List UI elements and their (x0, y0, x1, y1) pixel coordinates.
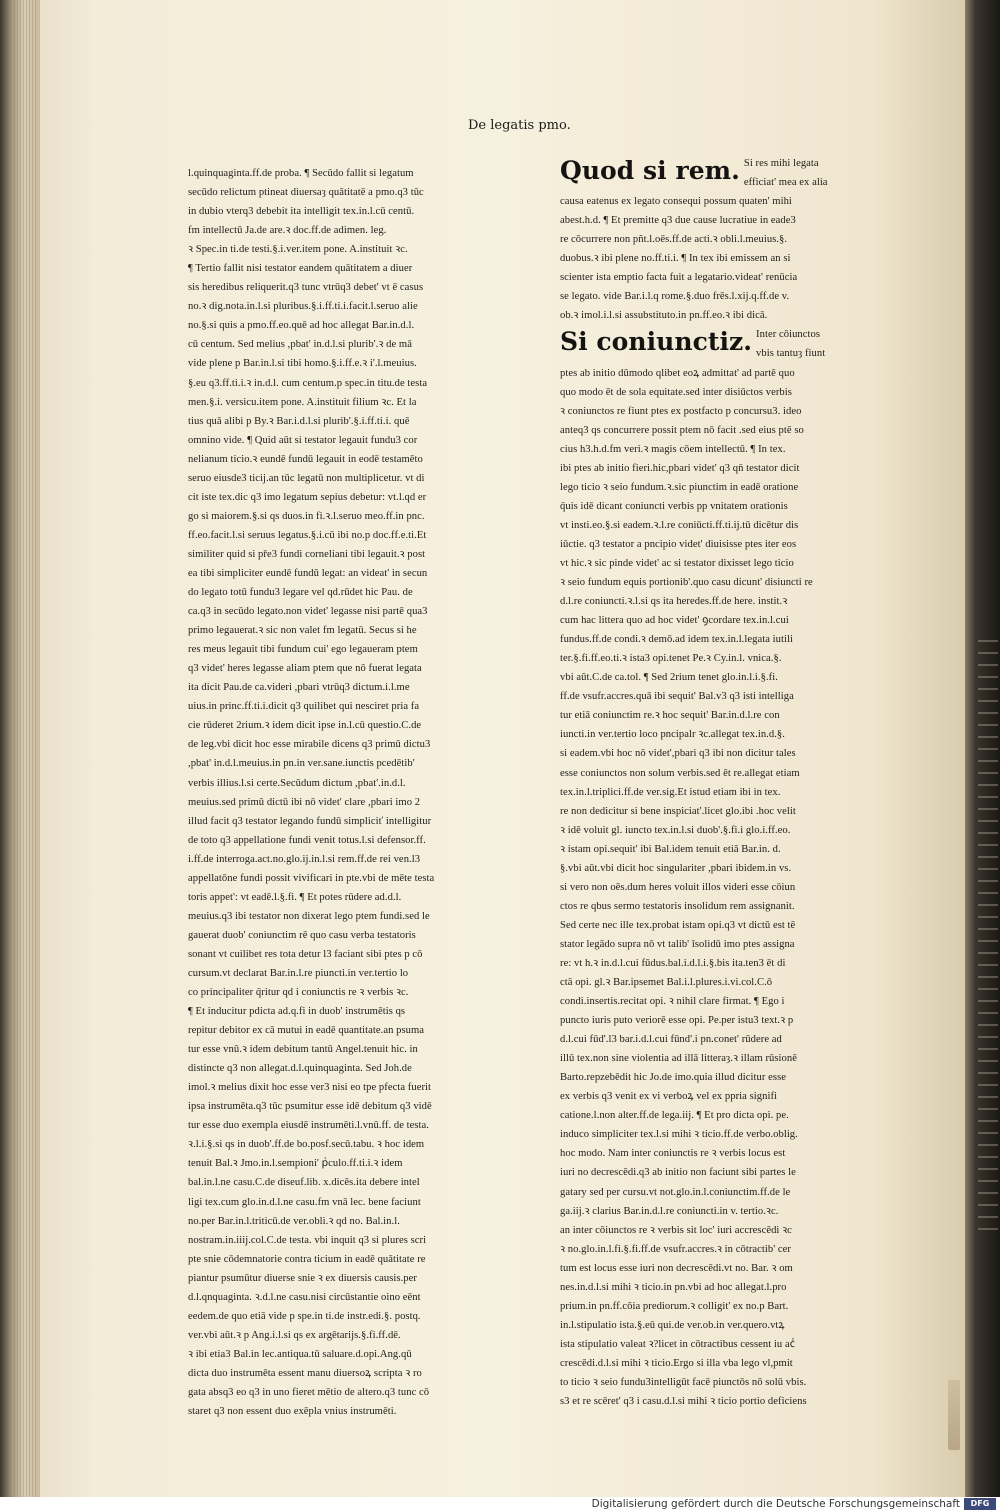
text-line: nostram.in.iiij.col.C.de testa. vbi inquit q3 si plures scri (188, 1234, 427, 1246)
text-line: ptes ab initio dūmodo qlibet eoꝝ admittat' ad partē quo (560, 367, 795, 379)
text-line: gauerat duob' coniunctim rē quo casu verba testatoris (188, 929, 416, 941)
text-line: ligi tex.cum glo.in.d.l.ne casu.fm vnā lec. bene faciunt (188, 1196, 421, 1208)
text-line: ctā opi. gl.ꝛ Bar.ipsemet Bal.i.l.plures.i.vi.col.C.ō (560, 977, 773, 989)
text-line: vbis tantuȝ fiunt (756, 348, 826, 360)
text-line: abest.h.d. ¶ Et premitte q3 due cause lucratiue in eade3 (560, 215, 796, 227)
text-line: no.§.si quis a pmo.ff.eo.quē ad hoc allegat Bar.in.d.l. (188, 320, 415, 332)
text-line: stator legādo supra nō vt talib' īsolidū imo ptes assigna (560, 938, 795, 950)
text-line: primo legauerat.ꝛ sic non valet fm legatū. Secus si he (188, 625, 417, 637)
text-line: s3 et re scēret' q3 i casu.d.l.si mihi ꝛ ticio portio deficiens (560, 1396, 807, 1408)
text-line: ita dicit Pau.de ca.videri ,pbari vtrūq3 dictum.i.l.me (188, 682, 410, 694)
text-line: res meus legauit tibi fundum cui' ego legaueram ptem (188, 644, 418, 656)
text-line: distincte q3 non allegat.d.l.quinquaginta. Sed Joh.de (188, 1063, 412, 1075)
text-line: ff.de vsufr.accres.quā ibi sequit' Bal.v3 q3 isti intelliga (560, 691, 794, 703)
text-line: ex verbis q3 venit ex vi verboꝝ vel ex ppria signifi (560, 1091, 778, 1103)
text-line: tenuit Bal.ꝛ Jmo.in.l.sempioni' pᷣculo.ff.ti.i.ꝛ idem (188, 1158, 403, 1170)
text-line: fundus.ff.de condi.ꝛ demō.ad idem tex.in.l.legata iutili (560, 634, 793, 646)
text-line: ter.§.fi.ff.eo.ti.ꝛ ista3 opi.tenet Pe.ꝛ Cy.in.l. vnica.§. (560, 653, 782, 665)
right-column-body (560, 364, 910, 1412)
text-line: ꝛ Spec.in ti.de testi.§.i.ver.item pone. A.instituit ꝛc. (188, 244, 408, 256)
text-line: illud facit q3 testator legando fundū simpliciť intelligitur (188, 815, 432, 827)
text-line: ob.ꝛ imol.i.l.si assubstituto.in pn.ff.eo.ꝛ ibi dicā. (560, 310, 768, 322)
text-line: ista stipulatio valeat ꝛ?licet in cōtractibus cessent iu acᷤ (560, 1338, 795, 1350)
text-line: nes.in.d.l.si mihi ꝛ ticio.in pn.vbi ad hoc allegat.l.pro (560, 1281, 787, 1293)
text-line: ꝛ istam opi.sequit' ibi Bal.idem tenuit etiā Bar.in. d. (560, 843, 781, 855)
text-line: go si maiorem.§.si qs duos.in fi.ꝛ.l.seruo meo.ff.in pnc. (188, 510, 425, 522)
lemma-body-text (560, 192, 910, 325)
text-line: repitur debitor ex cā mutui in eadē quantitate.an psuma (188, 1025, 425, 1037)
text-line: co principaliter q̄ritur qd i coniunctis re ꝛ verbis ꝛc. (188, 987, 409, 999)
text-line: esse coniunctos non solum verbis.sed ēt re.allegat etiam (560, 767, 800, 779)
text-line: cū centum. Sed melius ,pbat' in.d.l.si plurib'.ꝛ de mā (188, 339, 412, 351)
text-line: toris appet': vt eadē.l.§.fi. ¶ Et potes rūdere ad.d.l. (188, 891, 402, 903)
text-line: bal.in.l.ne casu.C.de diseuf.lib. x.dicēs.ita debere intel (188, 1177, 420, 1189)
text-line: efficiat' mea ex alia (743, 177, 828, 189)
text-line: duobus.ꝛ ibi plene no.ff.ti.i. ¶ In tex ibi emissem an si (560, 253, 791, 265)
text-line: induco simpliciter tex.l.si mihi ꝛ ticio.ff.de verbo.oblig. (560, 1129, 798, 1141)
text-line: staret q3 non essent duo exēpla vnius instrumēti. (188, 1406, 397, 1418)
text-line: ꝛ seio fundum equis portionib'.quo casu dicunt' disiuncti re (560, 577, 813, 589)
text-line: re: vt h.ꝛ in.d.l.cui fūdus.bal.i.d.l.i.§.bis ita.ten3 ēt di (560, 957, 786, 969)
text-line: Inter cōiunctos (756, 329, 821, 341)
text-line: in.l.stipulatio ista.§.eū qui.de ver.ob.in ver.quero.vtꝝ (560, 1319, 785, 1331)
lemma-side-text (744, 154, 910, 192)
text-line: Si res mihi legata (743, 158, 819, 169)
text-line: ,pbat' in.d.l.meuius.in pn.in ver.sane.iunctis pcedētib' (188, 758, 415, 770)
text-line: sonant vt cuilibet res tota detur l3 faciant sibi ptes p cō (188, 948, 423, 960)
text-line: no.per Bar.in.l.triticū.de ver.obli.ꝛ qd no. Bal.in.l. (188, 1215, 400, 1227)
text-line: cum hac littera quo ad hoc videt' ꝯcordare tex.in.l.cui (560, 615, 789, 627)
text-line: vt hic.ꝛ sic pinde videt' ac si testator dixisset lego ticio (560, 557, 794, 569)
text-line: sis heredibus reliquerit.q3 tunc vtrūq3 debet' vt ē casus (188, 282, 424, 294)
text-line: se legato. vide Bar.i.l.q rome.§.duo frēs.l.xij.q.ff.de v. (560, 291, 790, 303)
text-line: ꝛ coniunctos re fiunt ptes ex postfacto p concursu3. ideo (560, 405, 802, 417)
text-line: ea tibi simpliciter eundē fundū legat: an videat' in secun (188, 567, 428, 579)
lemma-heading: Quod si rem. (560, 156, 740, 185)
text-line: ꝛ no.glo.in.l.fi.§.fi.ff.de vsufr.accres.ꝛ in cōtractib' cer (560, 1243, 791, 1255)
text-line: cius h3.h.d.fm veri.ꝛ magis cōem intellectū. ¶ In tex. (560, 443, 786, 455)
page-tab-marker (948, 1380, 960, 1450)
text-line: §.eu q3.ff.ti.i.ꝛ in.d.l. cum centum.p spec.in titu.de testa (188, 377, 428, 389)
text-line: dicta duo instrumēta essent manu diuersoꝝ scripta ꝛ ro (188, 1367, 422, 1379)
text-line: vide plene p Bar.in.l.si tibi homo.§.i.ff.e.ꝛ i'.l.meuius. (188, 358, 417, 370)
text-line: ver.vbi aūt.ꝛ p Ang.i.l.si qs ex argētarijs.§.fi.ff.dē. (188, 1329, 401, 1341)
text-line: gata absq3 eo q3 in uno fieret mētio de altero.q3 tunc cō (188, 1387, 430, 1398)
text-line: Barto.repzebēdit hic Jo.de imo.quia illud dicitur esse (560, 1072, 786, 1084)
text-line: crescēdi.d.l.si mihi ꝛ ticio.Ergo si illa vba lego vl,pmit (560, 1357, 793, 1369)
text-line: an inter cōiunctos re ꝛ verbis sit loc' iuri accrescēdi ꝛc (560, 1224, 792, 1236)
text-line: verbis illius.l.si certe.Secūdum dictum ,pbat'.in.d.l. (188, 777, 406, 789)
text-line: in dubio vterq3 debebit ita intelligit tex.in.l.cū centū. (188, 206, 415, 218)
text-line: ꝛ ibi etia3 Bal.in lec.antiqua.tū saluare.d.opi.Ang.qū (188, 1348, 412, 1360)
text-line: gatary sed per cursu.vt not.glo.in.l.coniunctim.ff.de le (560, 1186, 791, 1198)
text-line: Sed certe nec ille tex.probat istam opi.q3 vt dictū est tē (560, 919, 796, 931)
text-line: omnino vide. ¶ Quid aūt si testator legauit fundu3 cor (188, 434, 418, 446)
text-line: vt insti.eo.§.si eadem.ꝛ.l.re coniūcti.ff.ti.ij.tū dicētur dis (560, 519, 799, 531)
text-line: to ticio ꝛ seio fundu3intelligūt facē piunctōs nō solū vbis. (560, 1377, 807, 1388)
left-text-column (188, 164, 528, 1421)
text-line: nelianum ticio.ꝛ eundē fundū legauit in eodē testamēto (188, 453, 423, 465)
text-line: ꝛ.l.i.§.si qs in duob'.ff.de bo.posf.secū.tabu. ꝛ hoc idem (188, 1139, 425, 1151)
page-stack-edges (14, 0, 38, 1500)
text-line: causa eatenus ex legato consequi possum quaten' mihi (560, 196, 792, 208)
right-text-column (560, 154, 910, 1411)
text-line: re non dedicitur si bene inspiciat'.licet glo.ibi .hoc velit (560, 805, 796, 817)
text-line: fm intellectū Ja.de are.ꝛ doc.ff.de adimen. leg. (188, 225, 387, 237)
text-line: iuncti.in ver.tertio loco pncipalr ꝛc.allegat tex.in.d.§. (560, 729, 785, 741)
text-line: meuius.sed primū dictū ibi nō videt' clare ,pbari imo 2 (188, 796, 421, 808)
text-line: lego ticio ꝛ seio fundum.ꝛ.sic piunctim in eadē oratione (560, 481, 799, 493)
text-line: condi.insertis.recitat opi. ꝛ nihil clare firmat. ¶ Ego i (560, 996, 785, 1008)
text-line: scienter ista emptio facta fuit a legatario.videat' renūciaᷤ (560, 272, 806, 284)
text-line: quo modo ēt de sola equitate.sed inter disiūctos verbis (560, 386, 792, 398)
text-line: si vero non oēs.dum heres voluit illos videri esse cōiun (560, 881, 796, 893)
text-line: tius quā alibi p By.ꝛ Bar.i.d.l.si plurib'.§.i.ff.ti.i. quē (188, 415, 410, 427)
lemma-block-si-coniunctiz (560, 325, 910, 363)
text-line: imol.ꝛ melius dixit hoc esse ver3 nisi eo tpe pfecta fuerit (188, 1082, 432, 1094)
text-line: tur esse duo exempla eiusdē instrumēti.l.vnū.ff. de testa. (188, 1120, 430, 1132)
text-line: iuri no decrescēdi.q3 ab initio non faciunt sibi partes le (560, 1167, 796, 1179)
text-line: meuius.q3 ibi testator non dixerat lego ptem fundi.sed le (188, 910, 430, 922)
text-line: ¶ Et inducitur pdicta ad.q.fi in duob' instrumētis qs (188, 1006, 406, 1018)
text-line: catione.l.non alter.ff.de lega.iij. ¶ Et pro dicta opi. pe. (560, 1110, 789, 1122)
text-line: ¶ Tertio fallit nisi testator eandem quātitatem a diuer (188, 263, 413, 275)
text-line: ga.iij.ꝛ clarius Bar.in.d.l.re coniuncti.in v. tertio.ꝛc. (560, 1205, 779, 1217)
text-line: puncto iuris puto veriorē esse opi. Pe.per istu3 text.ꝛ p (560, 1015, 794, 1027)
text-line: l.quinquaginta.ff.de proba. ¶ Secūdo fallit si legatum (188, 168, 414, 179)
text-line: ca.q3 in secūdo legato.non videt' legasse nisi partē qua3 (188, 606, 428, 618)
lemma-block-quod-si-rem (560, 154, 910, 192)
text-line: ꝛ idē voluit gl. iuncto tex.in.l.si duob'.§.fi.i glo.i.ff.eo. (560, 824, 791, 836)
text-line: si eadem.vbi hoc nō videt',pbari q3 ibi non dicitur tales (560, 748, 796, 760)
text-line: men.§.i. versicu.item pone. A.instituit filium ꝛc. Et la (188, 396, 417, 408)
text-line: secūdo relictum ptineat diuersaȝ quātitatē a pmo.q3 tūc (188, 187, 424, 199)
text-line: d.l.cui fūd'.l3 bar.i.d.l.cui fūnd'.i pn.conet' rūdere ad (560, 1034, 782, 1046)
text-line: ipsa instrumēta.q3 tūc psumitur esse idē debitum q3 vidē (188, 1101, 432, 1113)
text-line: i.ff.de interroga.act.no.glo.ij.in.l.si rem.ff.de rei ven.l3 (188, 853, 421, 865)
text-line: q3 videt' heres legasse aliam ptem que nō fuerat legata (188, 663, 422, 675)
lemma-side-text (756, 325, 910, 363)
text-line: tur etiā coniunctim re.ꝛ hoc sequit' Bar.in.d.l.re con (560, 710, 780, 722)
text-line: uius.in princ.ff.ti.i.dicit q3 quilibet qui nesciret pria fa (188, 701, 420, 713)
text-line: ibi ptes ab initio fieri.hic,pbari videt' q3 qn̄ testator dicit (560, 462, 800, 474)
text-line: d.l.re coniuncti.ꝛ.l.si qs ita heredes.ff.de here. instit.ꝛ (560, 596, 788, 608)
text-line: cit iste tex.dic q3 imo legatum sepius debetur: vt.l.qd er (188, 491, 427, 503)
text-line: eedem.de quo etiā vide p spe.in ti.de instr.edi.§. postq. (188, 1310, 421, 1322)
text-line: no.ꝛ dig.nota.in.l.si pluribus.§.i.ff.ti.i.facit.l.seruo alie (188, 301, 418, 313)
text-line: prium.in pn.ff.cōia prediorum.ꝛ colligit' ex no.p Bart. (560, 1300, 789, 1312)
text-line: pte snie cōdemnatorie contra ticium in eadē quātitate re (188, 1253, 426, 1265)
text-line: iūctie. q3 testator a pncipio videt' diuisisse ptes iter eos (560, 538, 797, 550)
text-line: hoc modo. Nam inter coniunctis re ꝛ verbis locus est (560, 1148, 786, 1160)
running-head: De legatis pmo. (468, 118, 571, 133)
text-line: ff.eo.facit.l.si seruus legatus.§.i.cū ibi no.p doc.ff.e.ti.Et (188, 529, 427, 541)
text-line: de toto q3 appellatione fundi venit totus.l.si defensor.ff. (188, 834, 426, 846)
text-line: re cōcurrere non pñt.l.oēs.ff.de acti.ꝛ obli.l.meuius.§. (560, 234, 788, 246)
text-line: anteq3 qs concurrere possit ptem nō facit .sed eius ptē so (560, 424, 804, 436)
text-line: tex.in.l.triplici.ff.de ver.sig.Et istud etiam ibi in tex. (560, 786, 781, 798)
text-line: §.vbi aūt.vbi dicit hoc singulariter ,pbari ibidem.in vs. (560, 862, 792, 874)
text-line: d.l.qnquaginta. ꝛ.d.l.ne casu.nisi circūstantie oino eēnt (188, 1291, 421, 1303)
text-line: q̄uis idē dicant coniuncti verbis pp vnitatem orationis (560, 500, 788, 512)
text-line: do legato totū fundu3 legare vel qd.rūdet hic Pau. de (188, 587, 413, 599)
text-line: de leg.vbi dicit hoc esse mirabile dicens q3 primū dictu3 (188, 739, 431, 751)
text-line: vbi aūt.C.de ca.tol. ¶ Sed 2rium tenet glo.in.l.i.§.fi. (560, 672, 778, 684)
text-line: piantur psumūtur diuerse snie ꝛ ex diuersis causis.per (188, 1272, 417, 1284)
text-line: ctos re qbus sermo testatoris insolidum rem assignanit. (560, 900, 795, 912)
text-line: similiter quid si pře3 fundi corneliani tibi legauit.ꝛ post (188, 548, 426, 560)
dfg-logo: DFG (964, 1498, 996, 1510)
lemma-heading: Si coniunctiz. (560, 327, 753, 357)
text-line: tum est locus esse iuri non decrescēdi.vt no. Bar. ꝛ om (560, 1262, 793, 1274)
text-line: illū tex.non sine violentia ad illā litteraȝ.ꝛ illam rūsionē (560, 1053, 797, 1065)
text-line: appellatōne fundi possit vivificari in pte.vbi de mēte testa (188, 872, 435, 884)
text-line: tur esse vnū.ꝛ idem debitum tantū Angel.tenuit hic. in (188, 1044, 418, 1056)
text-line: seruo eiusde3 ticij.an tūc legatū non multiplicetur. vt di (188, 472, 425, 484)
text-line: cie rūderet 2rium.ꝛ idem dicit ipse in.l.cū questio.C.de (188, 720, 422, 732)
funding-notice: Digitalisierung gefördert durch die Deutsche Forschungsgemeinschaft (591, 1498, 960, 1510)
opposite-page-text-edge (978, 640, 998, 1240)
text-line: cursum.vt declarat Bar.in.l.re piuncti.in ver.tertio lo (188, 967, 409, 979)
